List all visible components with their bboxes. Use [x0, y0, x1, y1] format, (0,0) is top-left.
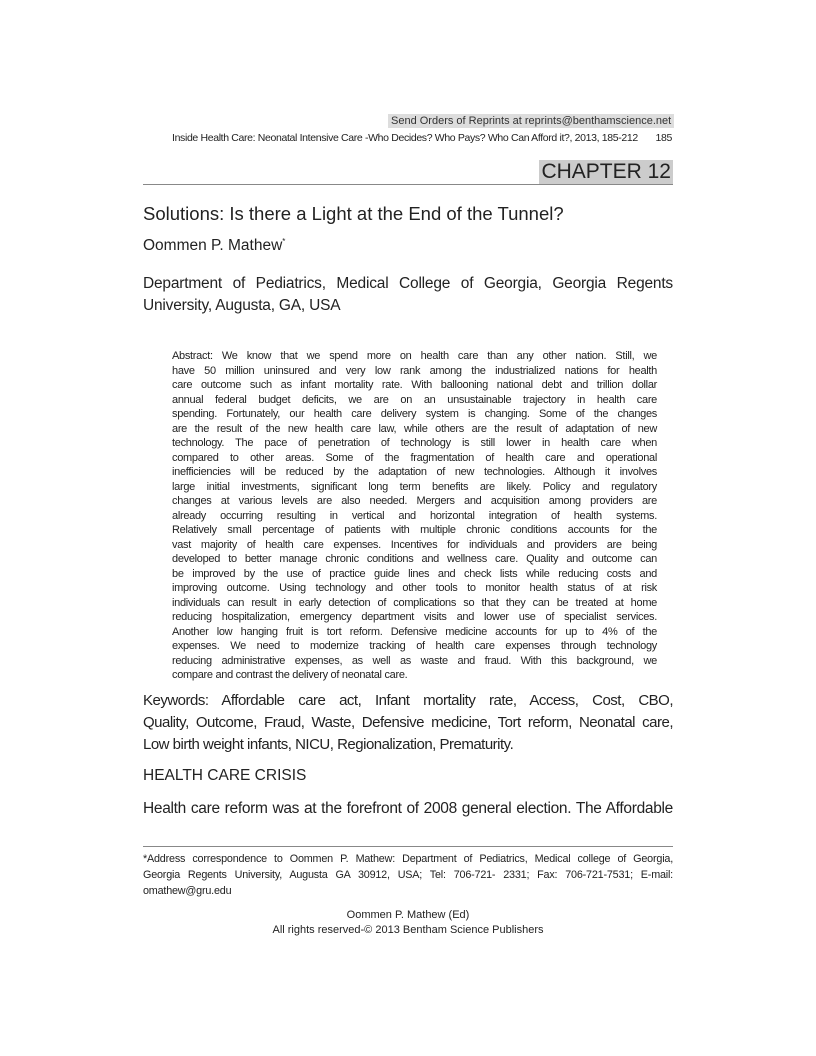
keywords-line: Low birth weight infants, NICU, Regionalization, Prematurity. [143, 736, 514, 753]
abstract-line: compare and contrast the delivery of neonatal care. [172, 669, 408, 681]
abstract-line: Relatively small percentage of patients with multiple chronic conditions accounts for the [172, 524, 657, 536]
abstract-line: Another low hanging fruit is tort reform. Defensive medicine accounts for up to 4% of the [172, 625, 657, 638]
abstract-line: improving outcome. Using technology and other tools to monitor health status of at risk [172, 582, 657, 594]
abstract-line: large initial investments, significant long term benefits are likely. Policy and regulatory [172, 480, 657, 493]
divider [143, 184, 673, 185]
reprint-notice: Send Orders of Reprints at reprints@benthamscience.net [388, 114, 674, 128]
section-heading: HEALTH CARE CRISIS [143, 767, 307, 784]
abstract-line: technology. The pace of penetration of technology is still lower in health care when [172, 437, 657, 449]
abstract-line: inefficiencies will be reduced by the adaptation of new technologies. Although it involves [172, 466, 657, 478]
copyright: All rights reserved-© 2013 Bentham Science Publishers [272, 924, 544, 936]
abstract-line: are the result of the new health care law, while others are the result of adaptation of new [172, 422, 657, 435]
author [143, 237, 285, 255]
abstract-line: compared to other areas. Some of the fragmentation of health care and operational [172, 451, 657, 464]
editor: Oommen P. Mathew (Ed) [346, 909, 470, 921]
footnote-line: Georgia Regents University, Augusta GA 30912, USA; Tel: 706-721- 2331; Fax: 706-721-7531; E-mail: [143, 869, 673, 881]
footnote [143, 851, 673, 899]
affiliation [143, 273, 673, 317]
author-mark: * [282, 237, 286, 246]
page-number: 185 [655, 132, 672, 144]
running-head-title: Inside Health Care: Neonatal Intensive Care -Who Decides? Who Pays? Who Can Afford it?, 2013, 185-212 [172, 132, 638, 144]
running-head [172, 132, 672, 144]
abstract-line: spending. Fortunately, our health care delivery system is changing. Some of the changes [172, 408, 657, 420]
abstract-line: individuals can result in early detection of complications so that they can be treated at home [172, 596, 657, 609]
footnote-divider [143, 846, 673, 847]
abstract-line: already occurring resulting in vertical and horizontal integration of health systems. [172, 509, 657, 522]
abstract-line: be improved by the use of practice guide lines and check lists while reducing costs and [172, 567, 657, 580]
keywords-line: Quality, Outcome, Fraud, Waste, Defensive medicine, Tort reform, Neonatal care, [143, 714, 673, 731]
abstract-line: annual federal budget deficits, we are on an unsustainable trajectory in health care [172, 393, 657, 406]
keywords [143, 690, 673, 756]
footnote-line: omathew@gru.edu [143, 885, 232, 897]
abstract-line: reducing hospitalization, emergency department visits and lower use of specialist services. [172, 611, 657, 623]
abstract [172, 349, 657, 683]
affiliation-line: University, Augusta, GA, USA [143, 297, 341, 314]
publisher-info [0, 908, 816, 938]
abstract-line: expenses. We need to modernize tracking of health care expenses through technology [172, 640, 657, 652]
affiliation-line: Department of Pediatrics, Medical College of Georgia, Georgia Regents [143, 275, 673, 292]
chapter-title: Solutions: Is there a Light at the End of the Tunnel? [143, 203, 564, 224]
abstract-line: care outcome such as infant mortality rate. With ballooning national debt and trillion dollar [172, 379, 657, 391]
abstract-line: Abstract: We know that we spend more on health care than any other nation. Still, we [172, 350, 657, 362]
abstract-line: developed to better manage chronic conditions and wellness care. Quality and outcome can [172, 553, 657, 565]
abstract-line: changes at various levels are also needed. Mergers and acquisition among providers are [172, 495, 657, 507]
body-text: Health care reform was at the forefront of 2008 general election. The Affordable [143, 800, 673, 817]
keywords-line: Keywords: Affordable care act, Infant mortality rate, Access, Cost, CBO, [143, 692, 673, 709]
abstract-line: reducing administrative expenses, as well as waste and fraud. With this background, we [172, 654, 657, 667]
abstract-line: have 50 million uninsured and very low rank among the industrialized nations for health [172, 364, 657, 377]
chapter-label: CHAPTER 12 [541, 160, 671, 183]
author-name: Oommen P. Mathew [143, 237, 283, 255]
footnote-line: *Address correspondence to Oommen P. Mathew: Department of Pediatrics, Medical college of Georgia, [143, 853, 673, 865]
abstract-line: vast majority of health care expenses. Incentives for individuals and providers are being [172, 538, 657, 551]
